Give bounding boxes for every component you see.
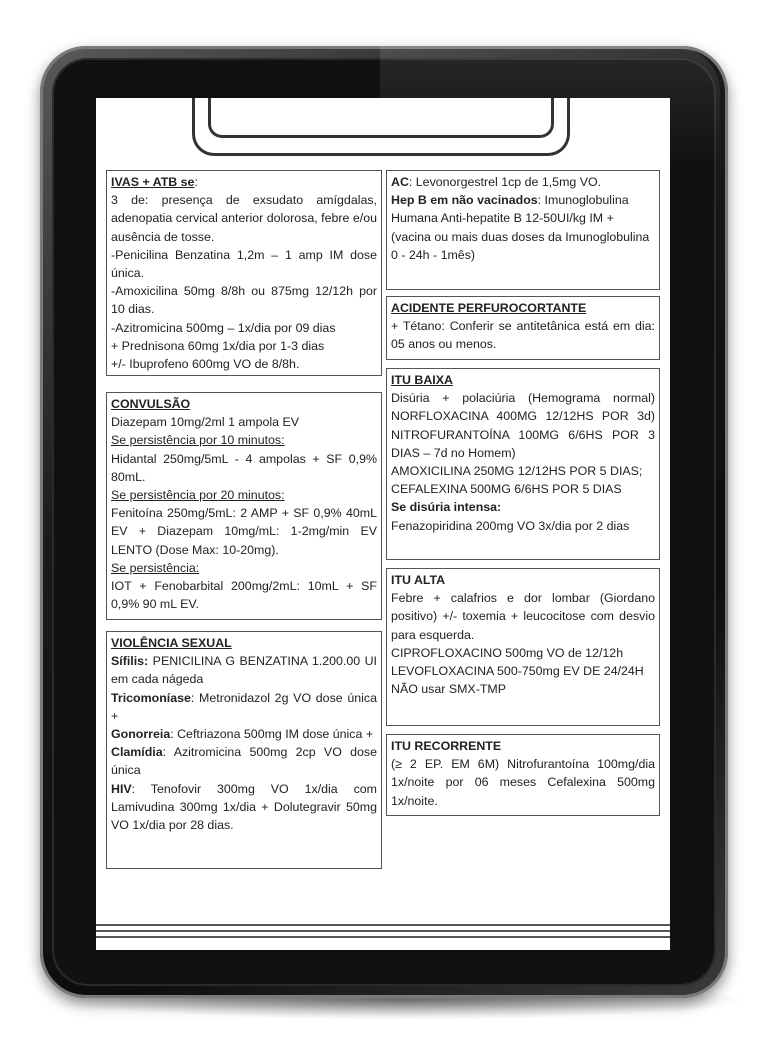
itu-baixa-line: AMOXICILINA 250MG 12/12HS POR 5 DIAS; [391,464,643,479]
ivas-title: IVAS + ATB se [111,175,195,189]
ac-label: AC [391,175,409,189]
sifilis-text: PENICILINA G BENZATINA 1.200.00 UI em cada nágeda [111,654,377,687]
convulsao-subtitle: Se persistência: [111,560,200,575]
hepb-label: Hep B em não vacinados [391,193,538,208]
convulsao-subtitle: Se persistência por 10 minutos: [111,433,285,448]
ivas-line: -Azitromicina 500mg – 1x/dia por 09 dias [111,320,336,335]
itu-alta-line: LEVOFLOXACINA 500-750mg EV DE 24/24H [391,664,644,679]
violencia-title: VIOLÊNCIA SEXUAL [111,636,232,650]
ivas-box [106,170,382,376]
clamidia-label: Clamídia [111,745,163,760]
itu-baixa-subtitle: Se disúria intensa: [391,500,502,515]
itu-baixa-line: Fenazopiridina 200mg VO 3x/dia por 2 dias [391,518,630,533]
bottom-divider [96,924,670,926]
ivas-line: -Penicilina Benzatina 1,2m – 1 amp IM dose única. [111,247,377,281]
clamidia-text: : Azitromicina 500mg 2cp VO dose única [111,745,377,778]
itu-recorrente-title: ITU RECORRENTE [391,739,502,753]
itu-alta-line: CIPROFLOXACINO 500mg VO de 12/12h [391,645,624,660]
gonorreia-label: Gonorreia [111,727,171,742]
convulsao-line: Fenitoína 250mg/5mL: 2 AMP + SF 0,9% 40mL EV + Diazepam 10mg/mL: 1-2mg/min EV LENTO (Dose Max: 10-20mg). [111,506,377,557]
sifilis-label: Sífilis: [111,654,149,669]
ac-text: : Levonorgestrel 1cp de 1,5mg VO. [408,175,602,189]
tricomoniase-text: : Metronidazol 2g VO dose única + [111,690,377,723]
acidente-title: ACIDENTE PERFUROCORTANTE [391,301,587,315]
bottom-divider [96,936,670,938]
acidente-box [386,296,660,360]
hiv-text: : Tenofovir 300mg VO 1x/dia com Lamivudina 300mg 1x/dia + Dolutegravir 50mg VO 1x/dia por 28 dias. [111,781,377,833]
itu-baixa-line: CEFALEXINA 500MG 6/6HS POR 5 DIAS [391,482,622,497]
itu-alta-title: ITU ALTA [391,573,446,587]
ivas-line: -Amoxicilina 50mg 8/8h ou 875mg 12/12h por 10 dias. [111,284,377,317]
ivas-line: +/- Ibuprofeno 600mg VO de 8/8h. [111,357,300,372]
clipboard-page [96,98,670,950]
ac-box [386,170,660,290]
convulsao-subtitle: Se persistência por 20 minutos: [111,488,285,503]
ivas-line: + Prednisona 60mg 1x/dia por 1-3 dias [111,338,325,353]
violencia-box [106,631,382,869]
convulsao-box [106,392,382,620]
hepb-text: : Imunoglobulina Humana Anti-hepatite B 12-50UI/kg IM + (vacina ou mais duas doses da Imunoglobulina 0 - 24h - 1mês) [391,193,650,262]
gonorreia-text: : Ceftriazona 500mg IM dose única + [170,727,374,742]
bottom-divider [96,930,670,932]
itu-alta-box [386,568,660,726]
convulsao-line: Hidantal 250mg/5mL - 4 ampolas + SF 0,9% 80mL. [111,451,377,484]
itu-baixa-title: ITU BAIXA [391,373,453,387]
itu-baixa-box [386,368,660,560]
convulsao-line: Diazepam 10mg/2ml 1 ampola EV [111,415,300,430]
itu-recorrente-text: (≥ 2 EP. EM 6M) Nitrofurantoína 100mg/dia 1x/noite por 06 meses Cefalexina 500mg 1x/noite. [391,757,655,808]
convulsao-line: IOT + Fenobarbital 200mg/2mL: 10mL + SF 0,9% 90 mL EV. [111,579,377,612]
itu-baixa-line: Disúria + polaciúria (Hemograma normal) NORFLOXACINA 400MG 12/12HS POR 3d) NITROFURANTOÍNA 100MG 6/6HS POR 3 DIAS – 7d no Homem) [391,391,655,460]
itu-recorrente-box [386,734,660,816]
clipboard-clip-inner [208,98,554,138]
itu-alta-line: NÃO usar SMX-TMP [391,682,506,697]
hiv-label: HIV [111,781,132,796]
ivas-title-suffix: : [194,175,198,189]
itu-alta-line: Febre + calafrios e dor lombar (Giordano positivo) +/- toxemia + leucocitose com desvio para esquerda. [391,591,655,642]
ivas-criteria: 3 de: presença de exsudato amígdalas, adenopatia cervical anterior dolorosa, febre e/ou ausência de tosse. [111,193,377,244]
tricomoniase-label: Tricomoníase [111,690,191,705]
convulsao-title: CONVULSÃO [111,397,191,411]
acidente-text: + Tétano: Conferir se antitetânica está em dia: 05 anos ou menos. [391,319,655,352]
